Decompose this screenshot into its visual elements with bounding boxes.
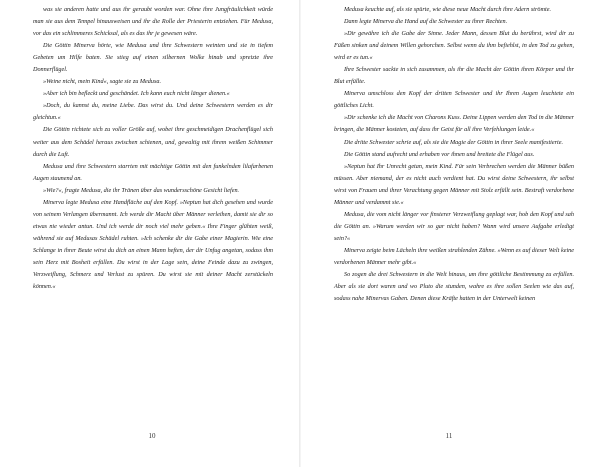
- paragraph: Medusa, die vom nicht länger vor finsterer Verzweiflung geplagt war, hob den Kopf und sah die Göttin an. »Warum werden wir so gar nicht haben? Wann wird unsere Aufgabe erledigt sein?«: [334, 210, 574, 242]
- paragraph: Die Göttin stand aufrecht und erhaben vor ihnen und breitete die Flügel aus.: [344, 150, 535, 158]
- paragraph: Die Göttin Minerva hörte, wie Medusa und ihre Schwestern weinten und sie in tiefem Gebeten um Hilfe baten. Sie stieg auf einen silbernen Wolke hinab und spreizte ihre Donnerflügel.: [33, 42, 273, 74]
- paragraph: »Neptun hat Ihr Unrecht getan, mein Kind. Für sein Verbrechen werden die Männer büßen müssen. Aber niemand, der es nicht auch verdient hat. Du wirst deine Schwestern, ihr selbst wirst von Frauen und ihrer Verachtung gegen Männer mit Stolz erfüllt sein. Bestraft verdorbene Männer und verdammt sie.«: [334, 162, 574, 206]
- paragraph: »Wie?«, fragte Medusa, die ihr Tränen über das wundersschöne Gesicht liefen.: [43, 186, 240, 194]
- paragraph: »Doch, du kannst du, meine Liebe. Das wirst du. Und deine Schwestern werden es dir gleichtun.«: [33, 102, 273, 122]
- paragraph: Die dritte Schwester schrie auf, als sie die Magie der Göttin in ihrer Seele manifestierte.: [344, 138, 564, 146]
- paragraph: »Weine nicht, mein Kind«, sagte sie zu Medusa.: [43, 78, 162, 86]
- paragraph: was sie anderen hatte und aus ihr geraubt worden war. Ohne ihre Jungfräulichkeit würde man sie aus dem Tempel hinausweisen und ihr die Rolle der Priesterin entziehen. Für Medusa, vor das ein schlimmeres Schicksal, als es das ihr je gewesen wäre.: [33, 6, 273, 38]
- paragraph: Medusa und ihre Schwestern starrten mit mächtige Göttin mit den funkelnden lilafarbenen Augen staunend an.: [33, 162, 273, 182]
- paragraph: So zogen die drei Schwestern in die Welt hinaus, um ihre göttliche Bestimmung zu erfüllen. Aber als sie dort waren und wo Pluto die stunden, wahre es ihre sollen Seelen wie das auf, sodass nahe Minervas Gaben. Denen diese Kräfte hatten in der Unterwelt keinen: [334, 271, 574, 303]
- paragraph: »Aber ich bin befleckt und geschändet. Ich kann euch nicht länger dienen.«: [43, 90, 230, 98]
- paragraph: Dann legte Minerva die Hand auf die Schwester zu ihrer Rechten.: [344, 18, 508, 26]
- paragraph: Minerva zeigte beim Lächeln ihre weißen strahlenden Zähne. »Wenn es auf dieser Welt keine verdorbenen Männer mehr gibt.«: [334, 246, 574, 266]
- left-page-text: [33, 4, 273, 293]
- paragraph: Ihre Schwester sackte in sich zusammen, als ihr die Macht der Göttin ihren Körper und ihr Blut erfüllte.: [334, 66, 574, 86]
- paragraph: »Dir gewähre ich die Gabe der Sinne. Jeder Mann, dessen Blut du berührst, wird dir zu Füßen sinken und deinem Willen gehorchen. Selbst wenn du ihm befiehlst, in den Tod zu gehen, wird er es tun.«: [334, 30, 574, 62]
- paragraph: »Dir schenke ich die Macht von Charons Kuss. Deine Lippen werden den Tod in die Männer bringen, die Männer kosteten, auf dass ihr Geist für all ihre Verfehlungen leide.«: [334, 114, 574, 134]
- right-page: [301, 0, 600, 467]
- left-page: [0, 0, 299, 467]
- paragraph: Die Göttin richtete sich zu voller Größe auf, wobei ihre geschmeidigen Drachenflügel sich weiter aus dem Schädel heraus zwischen schienen, und, gewaltig mit ihrem weißen Schimmer durch die Luft.: [33, 126, 273, 158]
- paragraph: Medusa keuchte auf, als sie spürte, wie diese neue Macht durch ihre Adern strömte.: [344, 6, 552, 13]
- paragraph: Minerva umschloss den Kopf der dritten Schwester und ihr Ihren Augen leuchtete ein göttliches Licht.: [334, 90, 574, 110]
- paragraph: Minerva legte Medusa eine Handfläche auf den Kopf. »Neptun hat dich gesehen und wurde von seinem Verlangen übermannt. Ich werde dir Macht über Männer verleihen, damit sie dir so etwas nie wieder antun. Und ich werde dir noch viel mehr geben.« Ihre Finger glühten weiß, während sie auf Medusas Schädel ruhten. »Ich schenke dir die Gabe einer Magierin. Wie eine Schlange in ihrer Beute wirst du dich an einen Mann heften, der dir Unfug angetan, sodass ihm sein Herz mit Bosheit erfüllen. Du wirst in der Lage sein, deine Feinde dazu zu zwingen, Verzweiflung, Schmerz und Verlust zu spüren. Du wirst sie mit deiner Macht zerstückeln können.«: [33, 198, 273, 291]
- right-page-text: [334, 4, 574, 305]
- page-number-left: 10: [148, 432, 156, 440]
- page-number-right: 11: [445, 432, 453, 440]
